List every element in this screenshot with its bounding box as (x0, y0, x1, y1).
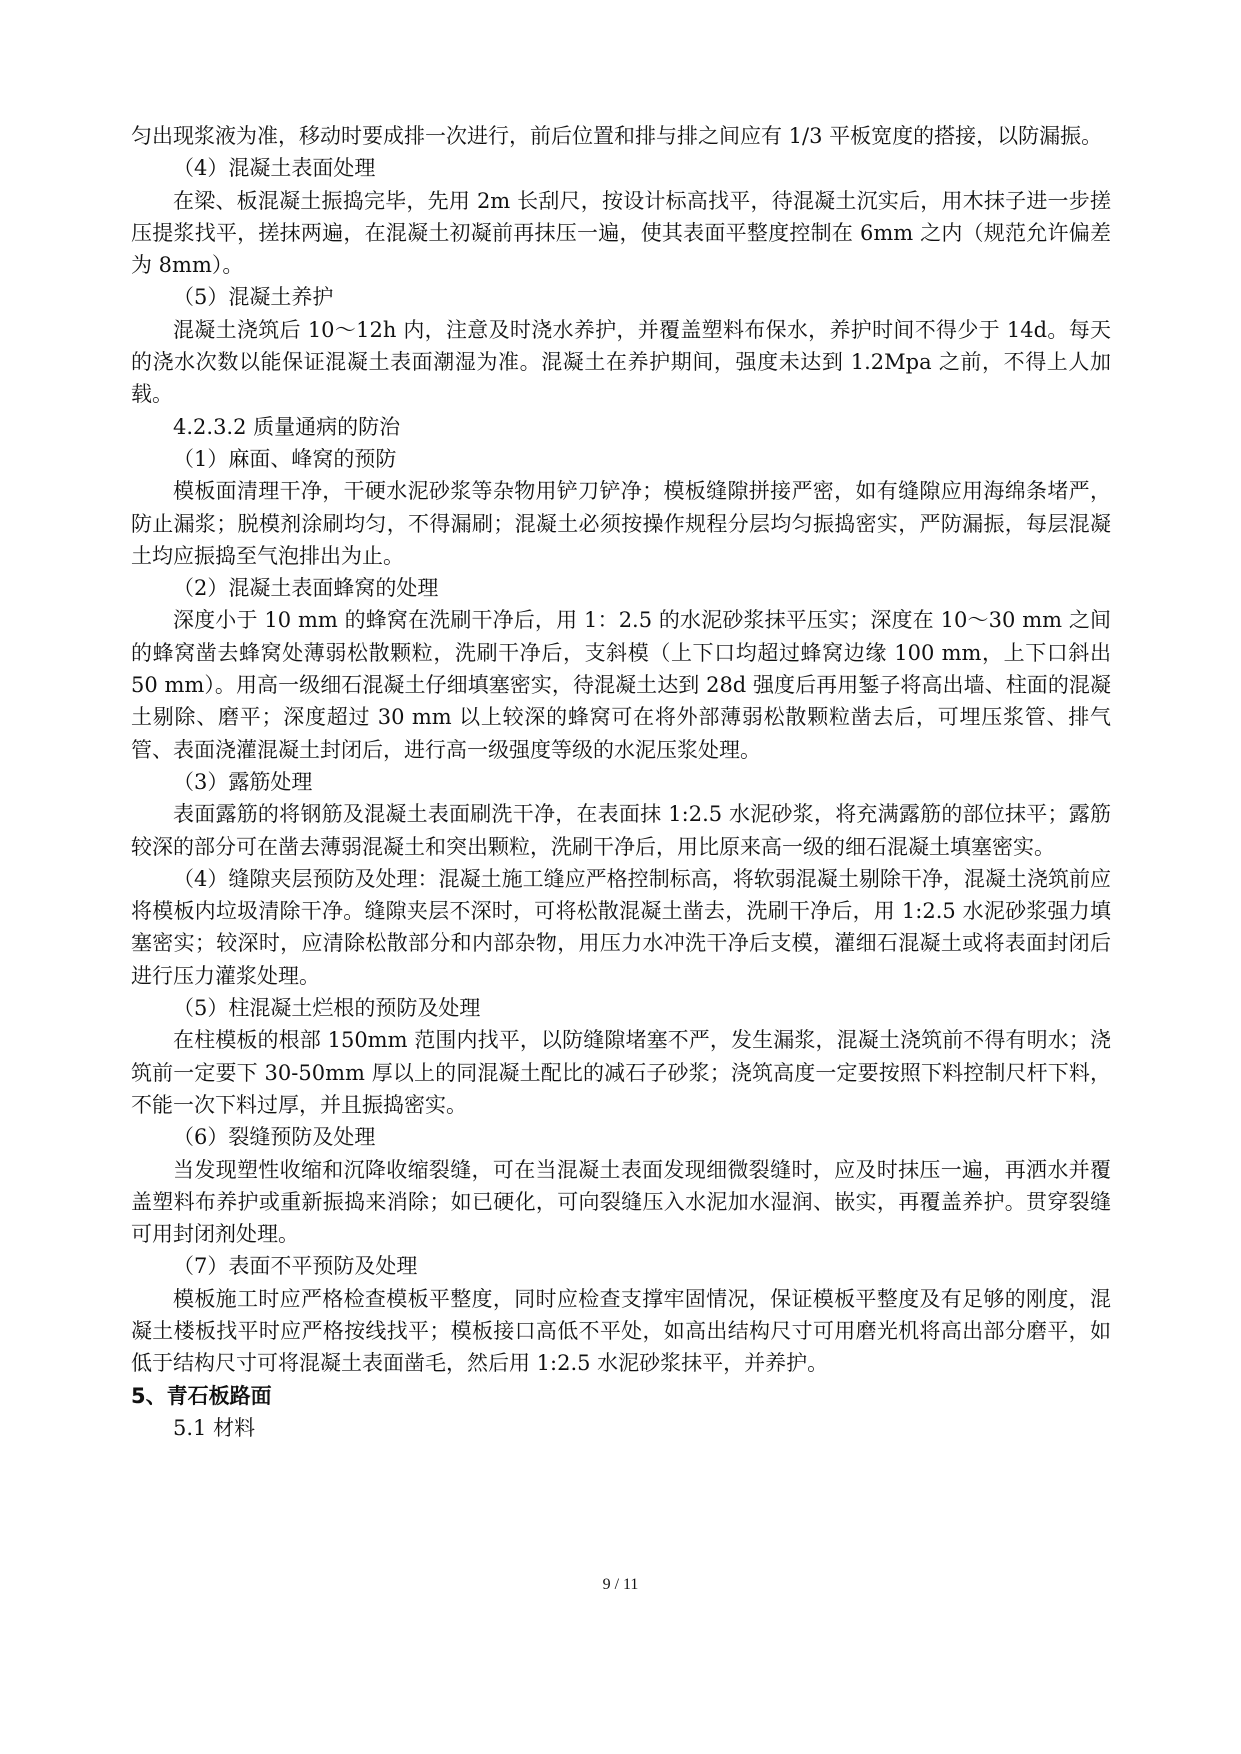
paragraph: 混凝土浇筑后 10～12h 内，注意及时浇水养护，并覆盖塑料布保水，养护时间不得少于 14d。每天的浇水次数以能保证混凝土表面潮湿为准。混凝土在养护期间，强度未达到 1.2Mpa 之前，不得上人加载。 (131, 317, 1111, 407)
subheading: （4）混凝土表面处理 (173, 156, 376, 181)
subheading: （6）裂缝预防及处理 (173, 1125, 376, 1150)
paragraph: 深度小于 10 mm 的蜂窝在洗刷干净后，用 1：2.5 的水泥砂浆抹平压实；深度在 10～30 mm 之间的蜂窝凿去蜂窝处薄弱松散颗粒，洗刷干净后，支斜模（上下口均超过蜂窝边缘 100 mm，上下口斜出 50 mm）。用高一级细石混凝土仔细填塞密实，待混凝土达到 28d 强度后再用錾子将高出墙、柱面的混凝土剔除、磨平；深度超过 30 mm 以上较深的蜂窝可在将外部薄弱松散颗粒凿去后，可埋压浆管、排气管、表面浇灌混凝土封闭后，进行高一级强度等级的水泥压浆处理。 (131, 608, 1111, 762)
document-body (131, 120, 1111, 1444)
paragraph: 在柱模板的根部 150mm 范围内找平，以防缝隙堵塞不严，发生漏浆，混凝土浇筑前不得有明水；浇筑前一定要下 30-50mm 厚以上的同混凝土配比的减石子砂浆；浇筑高度一定要按照下料控制尺杆下料，不能一次下料过厚，并且振捣密实。 (131, 1028, 1111, 1117)
paragraph: 模板面清理干净，干硬水泥砂浆等杂物用铲刀铲净；模板缝隙拼接严密，如有缝隙应用海绵条堵严，防止漏浆；脱模剂涂刷均匀，不得漏刷；混凝土必须按操作规程分层均匀振捣密实，严防漏振，每层混凝土均应振捣至气泡排出为止。 (131, 479, 1111, 568)
subheading: （3）露筋处理 (173, 769, 313, 794)
subheading: （7）表面不平预防及处理 (173, 1254, 418, 1279)
paragraph: 在梁、板混凝土振捣完毕，先用 2m 长刮尺，按设计标高找平，待混凝土沉实后，用木抹子进一步搓压提浆找平，搓抹两遍，在混凝土初凝前再抹压一遍，使其表面平整度控制在 6mm 之内（规范允许偏差为 8mm）。 (131, 188, 1111, 278)
paragraph: 5.1 材料 (173, 1415, 256, 1440)
paragraph: 表面露筋的将钢筋及混凝土表面刷洗干净，在表面抹 1:2.5 水泥砂浆，将充满露筋的部位抹平；露筋较深的部分可在凿去薄弱混凝土和突出颗粒，洗刷干净后，用比原来高一级的细石混凝土填塞密实。 (131, 802, 1111, 859)
page-number: 9 / 11 (602, 1576, 639, 1593)
paragraph: 匀出现浆液为准，移动时要成排一次进行，前后位置和排与排之间应有 1/3 平板宽度的搭接，以防漏振。 (131, 124, 1103, 148)
paragraph: 模板施工时应严格检查模板平整度，同时应检查支撑牢固情况，保证模板平整度及有足够的刚度，混凝土楼板找平时应严格按线找平；模板接口高低不平处，如高出结构尺寸可用磨光机将高出部分磨平，如低于结构尺寸可将混凝土表面凿毛，然后用 1:2.5 水泥砂浆抹平，并养护。 (131, 1286, 1111, 1376)
paragraph: 4.2.3.2 质量通病的防治 (173, 414, 401, 439)
subheading: （5）混凝土养护 (173, 285, 334, 310)
section-heading: 5、青石板路面 (131, 1383, 272, 1408)
paragraph: （4）缝隙夹层预防及处理：混凝土施工缝应严格控制标高，将软弱混凝土剔除干净，混凝土浇筑前应将模板内垃圾清除干净。缝隙夹层不深时，可将松散混凝土凿去，洗刷干净后，用 1:2.5 水泥砂浆强力填塞密实；较深时，应清除松散部分和内部杂物，用压力水冲洗干净后支模，灌细石混凝土或将表面封闭后进行压力灌浆处理。 (131, 866, 1111, 988)
subheading: （2）混凝土表面蜂窝的处理 (173, 576, 439, 601)
subheading: （1）麻面、峰窝的预防 (173, 446, 397, 471)
subheading: （5）柱混凝土烂根的预防及处理 (173, 996, 481, 1021)
paragraph: 当发现塑性收缩和沉降收缩裂缝，可在当混凝土表面发现细微裂缝时，应及时抹压一遍，再洒水并覆盖塑料布养护或重新振捣来消除；如已硬化，可向裂缝压入水泥加水湿润、嵌实，再覆盖养护。贯穿裂缝可用封闭剂处理。 (131, 1157, 1111, 1247)
